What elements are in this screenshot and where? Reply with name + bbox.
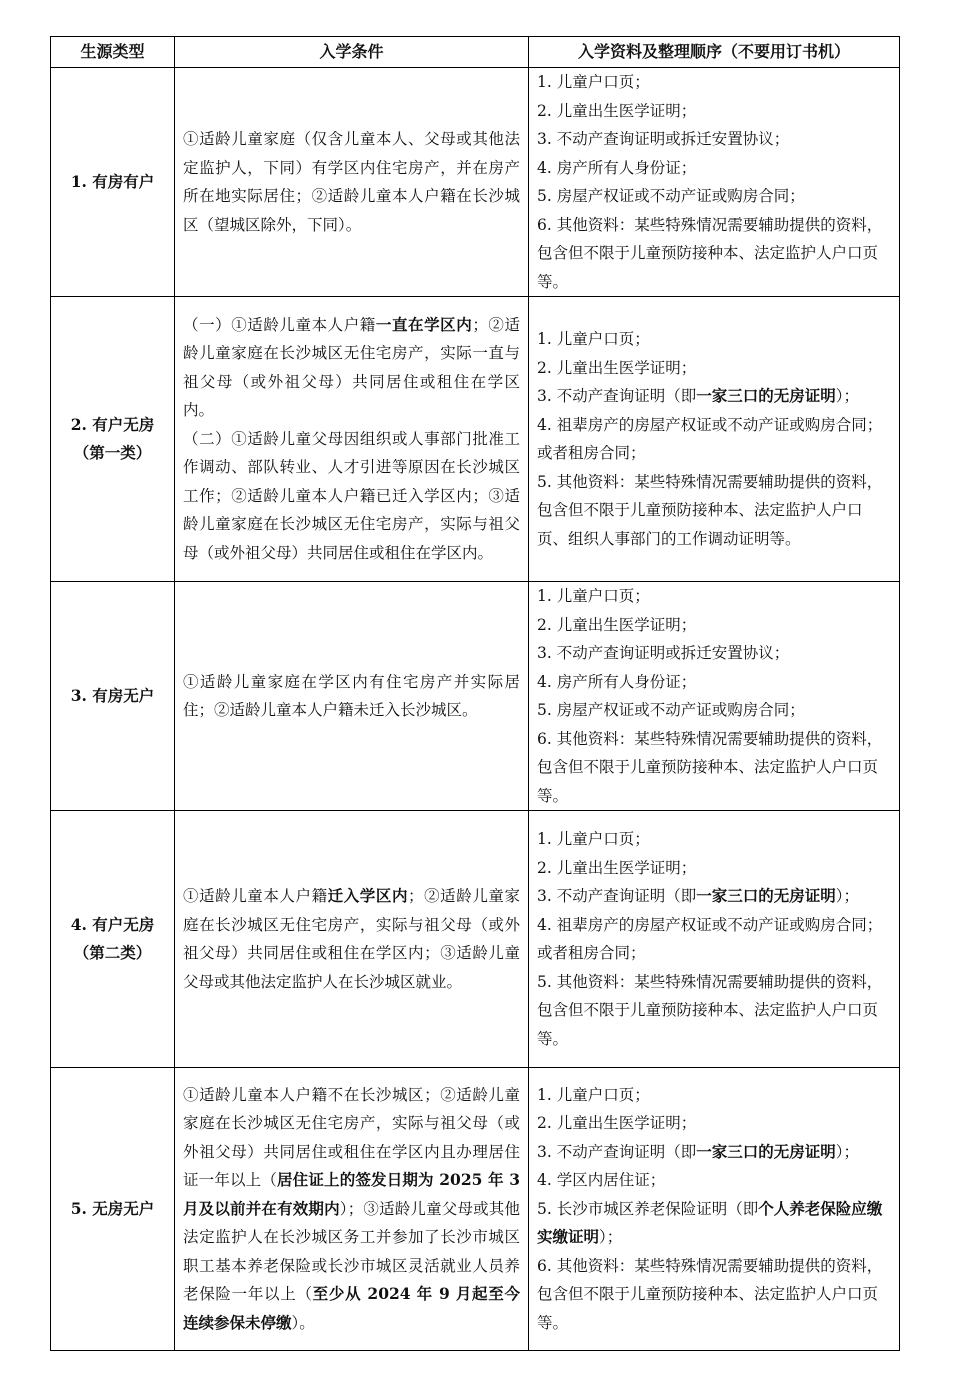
material-text-segment: 1. 儿童户口页； xyxy=(537,587,650,605)
material-item xyxy=(537,854,891,883)
condition-text-segment: ①适龄儿童本人户籍不在长沙城区；②适龄儿童家庭在长沙城区无住宅房产，实际与祖父母（或外祖父母）共同居住或租住在学区内且办理居住证一年以上（ xyxy=(183,1085,520,1190)
material-item xyxy=(537,468,891,554)
table-header xyxy=(51,37,900,68)
condition-text-bold-segment: 一直在学区内 xyxy=(375,314,473,334)
material-text-segment: ）； xyxy=(835,387,859,405)
material-text-segment: ）； xyxy=(835,887,859,905)
material-text-segment: 1. 儿童户口页； xyxy=(537,330,650,348)
admission-condition-cell xyxy=(175,1068,529,1351)
material-item xyxy=(537,668,891,697)
materials-cell xyxy=(529,811,900,1068)
admission-condition-cell xyxy=(175,582,529,811)
materials-cell xyxy=(529,68,900,297)
material-item xyxy=(537,125,891,154)
admission-condition-cell xyxy=(175,68,529,297)
condition-text-segment: ）；③适龄儿童父母或其他法定监护人在长沙城区务工并参加了长沙市城区职工基本养老保险或长沙市城区灵活就业人员养老保险一年以上（ xyxy=(183,1199,520,1304)
material-text-segment: 5. 其他资料：某些特殊情况需要辅助提供的资料，包含但不限于儿童预防接种本、法定监护人户口页、组织人事部门的工作调动证明等。 xyxy=(537,472,883,548)
material-text-segment: 2. 儿童出生医学证明； xyxy=(537,615,697,634)
material-item xyxy=(537,68,891,97)
material-text-bold-segment: 一家三口的无房证明 xyxy=(696,1141,836,1161)
condition-text-bold-segment: 居住证上的签发日期为 2025 年 3 月及以前并在有效期内 xyxy=(183,1170,526,1218)
table-row xyxy=(51,68,900,297)
material-text-bold-segment: 个人养老保险应缴实缴证明 xyxy=(537,1198,883,1247)
admission-condition-cell xyxy=(175,811,529,1068)
material-text-segment: 3. 不动产查询证明或拆迁安置协议； xyxy=(537,130,790,148)
material-item xyxy=(537,1138,891,1167)
header-row xyxy=(51,37,900,68)
material-text-segment: 3. 不动产查询证明（即 xyxy=(537,387,697,405)
student-type-label: （第二类） xyxy=(73,943,152,962)
material-item xyxy=(537,1109,891,1138)
student-type-label: （第一类） xyxy=(73,443,152,462)
material-text-segment: 5. 房屋产权证或不动产证或购房合同； xyxy=(537,701,805,719)
condition-paragraph xyxy=(183,125,520,239)
condition-paragraph xyxy=(183,1081,526,1338)
student-type-cell xyxy=(51,68,175,297)
material-text-segment: 2. 儿童出生医学证明； xyxy=(537,101,697,120)
material-text-segment: 4. 学区内居住证； xyxy=(537,1171,666,1190)
material-text-segment: 5. 房屋产权证或不动产证或购房合同； xyxy=(537,187,805,205)
condition-paragraph xyxy=(183,425,520,568)
student-type-cell xyxy=(51,811,175,1068)
material-item xyxy=(537,968,891,1054)
materials-cell xyxy=(529,582,900,811)
header-student-type: 生源类型 xyxy=(51,37,175,68)
student-type-label: 5. 无房无户 xyxy=(70,1198,155,1218)
material-item xyxy=(537,1166,891,1195)
condition-paragraph xyxy=(183,668,520,725)
material-text-segment: 3. 不动产查询证明（即 xyxy=(537,887,697,905)
material-item xyxy=(537,1252,891,1338)
material-item xyxy=(537,582,891,611)
material-text-segment: 4. 祖辈房产的房屋产权证或不动产证或购房合同；或者租房合同； xyxy=(537,415,883,462)
condition-paragraph xyxy=(183,311,520,425)
material-text-segment: 1. 儿童户口页； xyxy=(537,830,650,848)
material-item xyxy=(537,725,891,811)
material-text-segment: 4. 房产所有人身份证； xyxy=(537,158,697,177)
material-text-segment: 6. 其他资料：某些特殊情况需要辅助提供的资料，包含但不限于儿童预防接种本、法定监护人户口页等。 xyxy=(537,729,883,805)
header-materials-order: 入学资料及整理顺序（不要用订书机） xyxy=(529,37,900,68)
student-type-label: 1. 有房有户 xyxy=(70,171,155,191)
condition-text-bold-segment: 迁入学区内 xyxy=(327,886,409,905)
student-type-label: 3. 有房无户 xyxy=(70,685,155,705)
table-row xyxy=(51,297,900,582)
material-item xyxy=(537,97,891,126)
student-type-label: 2. 有户无房 xyxy=(70,414,155,434)
material-text-segment: 4. 房产所有人身份证； xyxy=(537,672,697,691)
material-item xyxy=(537,882,891,911)
material-item xyxy=(537,696,891,725)
condition-text-segment: ①适龄儿童家庭在学区内有住宅房产并实际居住；②适龄儿童本人户籍未迁入长沙城区。 xyxy=(183,672,520,719)
table-row xyxy=(51,582,900,811)
student-type-cell xyxy=(51,297,175,582)
table-row xyxy=(51,1068,900,1351)
condition-text-segment: ）。 xyxy=(291,1313,315,1332)
condition-text-segment: ；②适龄儿童家庭在长沙城区无住宅房产，实际与祖父母（或外祖父母）共同居住或租住在学区内；③适龄儿童父母或其他法定监护人在长沙城区就业。 xyxy=(183,887,520,991)
material-item xyxy=(537,911,891,968)
material-item xyxy=(537,1195,891,1252)
material-text-segment: 5. 长沙市城区养老保险证明（即 xyxy=(537,1199,759,1218)
material-text-segment: 2. 儿童出生医学证明； xyxy=(537,358,697,377)
material-text-segment: ）； xyxy=(835,1142,859,1161)
table-body xyxy=(51,68,900,1351)
header-admission-conditions: 入学条件 xyxy=(175,37,529,68)
materials-cell xyxy=(529,1068,900,1351)
material-text-segment: 4. 祖辈房产的房屋产权证或不动产证或购房合同；或者租房合同； xyxy=(537,915,883,962)
material-item xyxy=(537,382,891,411)
condition-text-segment: ①适龄儿童家庭（仅含儿童本人、父母或其他法定监护人，下同）有学区内住宅房产，并在房产所在地实际居住；②适龄儿童本人户籍在长沙城区（望城区除外，下同）。 xyxy=(183,130,520,234)
student-type-cell xyxy=(51,1068,175,1351)
material-text-segment: 3. 不动产查询证明或拆迁安置协议； xyxy=(537,644,790,662)
student-type-label: 4. 有户无房 xyxy=(70,914,155,934)
material-text-segment: 6. 其他资料：某些特殊情况需要辅助提供的资料，包含但不限于儿童预防接种本、法定监护人户口页等。 xyxy=(537,215,883,291)
material-text-segment: 1. 儿童户口页； xyxy=(537,1085,650,1104)
material-item xyxy=(537,825,891,854)
material-item xyxy=(537,411,891,468)
material-item xyxy=(537,182,891,211)
material-text-segment: 2. 儿童出生医学证明； xyxy=(537,858,697,877)
material-text-segment: 2. 儿童出生医学证明； xyxy=(537,1114,697,1133)
material-item xyxy=(537,611,891,640)
condition-text-segment: ；②适龄儿童家庭在长沙城区无住宅房产，实际一直与祖父母（或外祖父母）共同居住或租住在学区内。 xyxy=(183,315,520,420)
material-item xyxy=(537,211,891,297)
material-item xyxy=(537,1081,891,1110)
material-text-segment: 5. 其他资料：某些特殊情况需要辅助提供的资料，包含但不限于儿童预防接种本、法定监护人户口页等。 xyxy=(537,972,883,1048)
material-text-segment: 6. 其他资料：某些特殊情况需要辅助提供的资料，包含但不限于儿童预防接种本、法定监护人户口页等。 xyxy=(537,1256,883,1332)
admission-condition-cell xyxy=(175,297,529,582)
material-text-segment: ）； xyxy=(599,1228,623,1247)
condition-text-segment: （一）①适龄儿童本人户籍 xyxy=(183,315,376,334)
material-text-segment: 3. 不动产查询证明（即 xyxy=(537,1142,697,1161)
material-item xyxy=(537,325,891,354)
condition-text-bold-segment: 至少从 2024 年 9 月起至今连续参保未停缴 xyxy=(183,1284,520,1332)
condition-paragraph xyxy=(183,882,520,996)
student-type-cell xyxy=(51,582,175,811)
material-text-segment: 1. 儿童户口页； xyxy=(537,73,650,91)
admission-requirements-table xyxy=(50,36,900,1351)
material-item xyxy=(537,354,891,383)
condition-text-segment: ①适龄儿童本人户籍 xyxy=(183,887,328,905)
material-text-bold-segment: 一家三口的无房证明 xyxy=(696,386,836,405)
material-item xyxy=(537,639,891,668)
material-text-bold-segment: 一家三口的无房证明 xyxy=(696,886,836,905)
materials-cell xyxy=(529,297,900,582)
material-item xyxy=(537,154,891,183)
table-row xyxy=(51,811,900,1068)
condition-text-segment: （二）①适龄儿童父母因组织或人事部门批准工作调动、部队转业、人才引进等原因在长沙城区工作；②适龄儿童本人户籍已迁入学区内；③适龄儿童家庭在长沙城区无住宅房产，实际与祖父母（或外祖父母）共同居住或租住在学区内。 xyxy=(183,429,520,562)
